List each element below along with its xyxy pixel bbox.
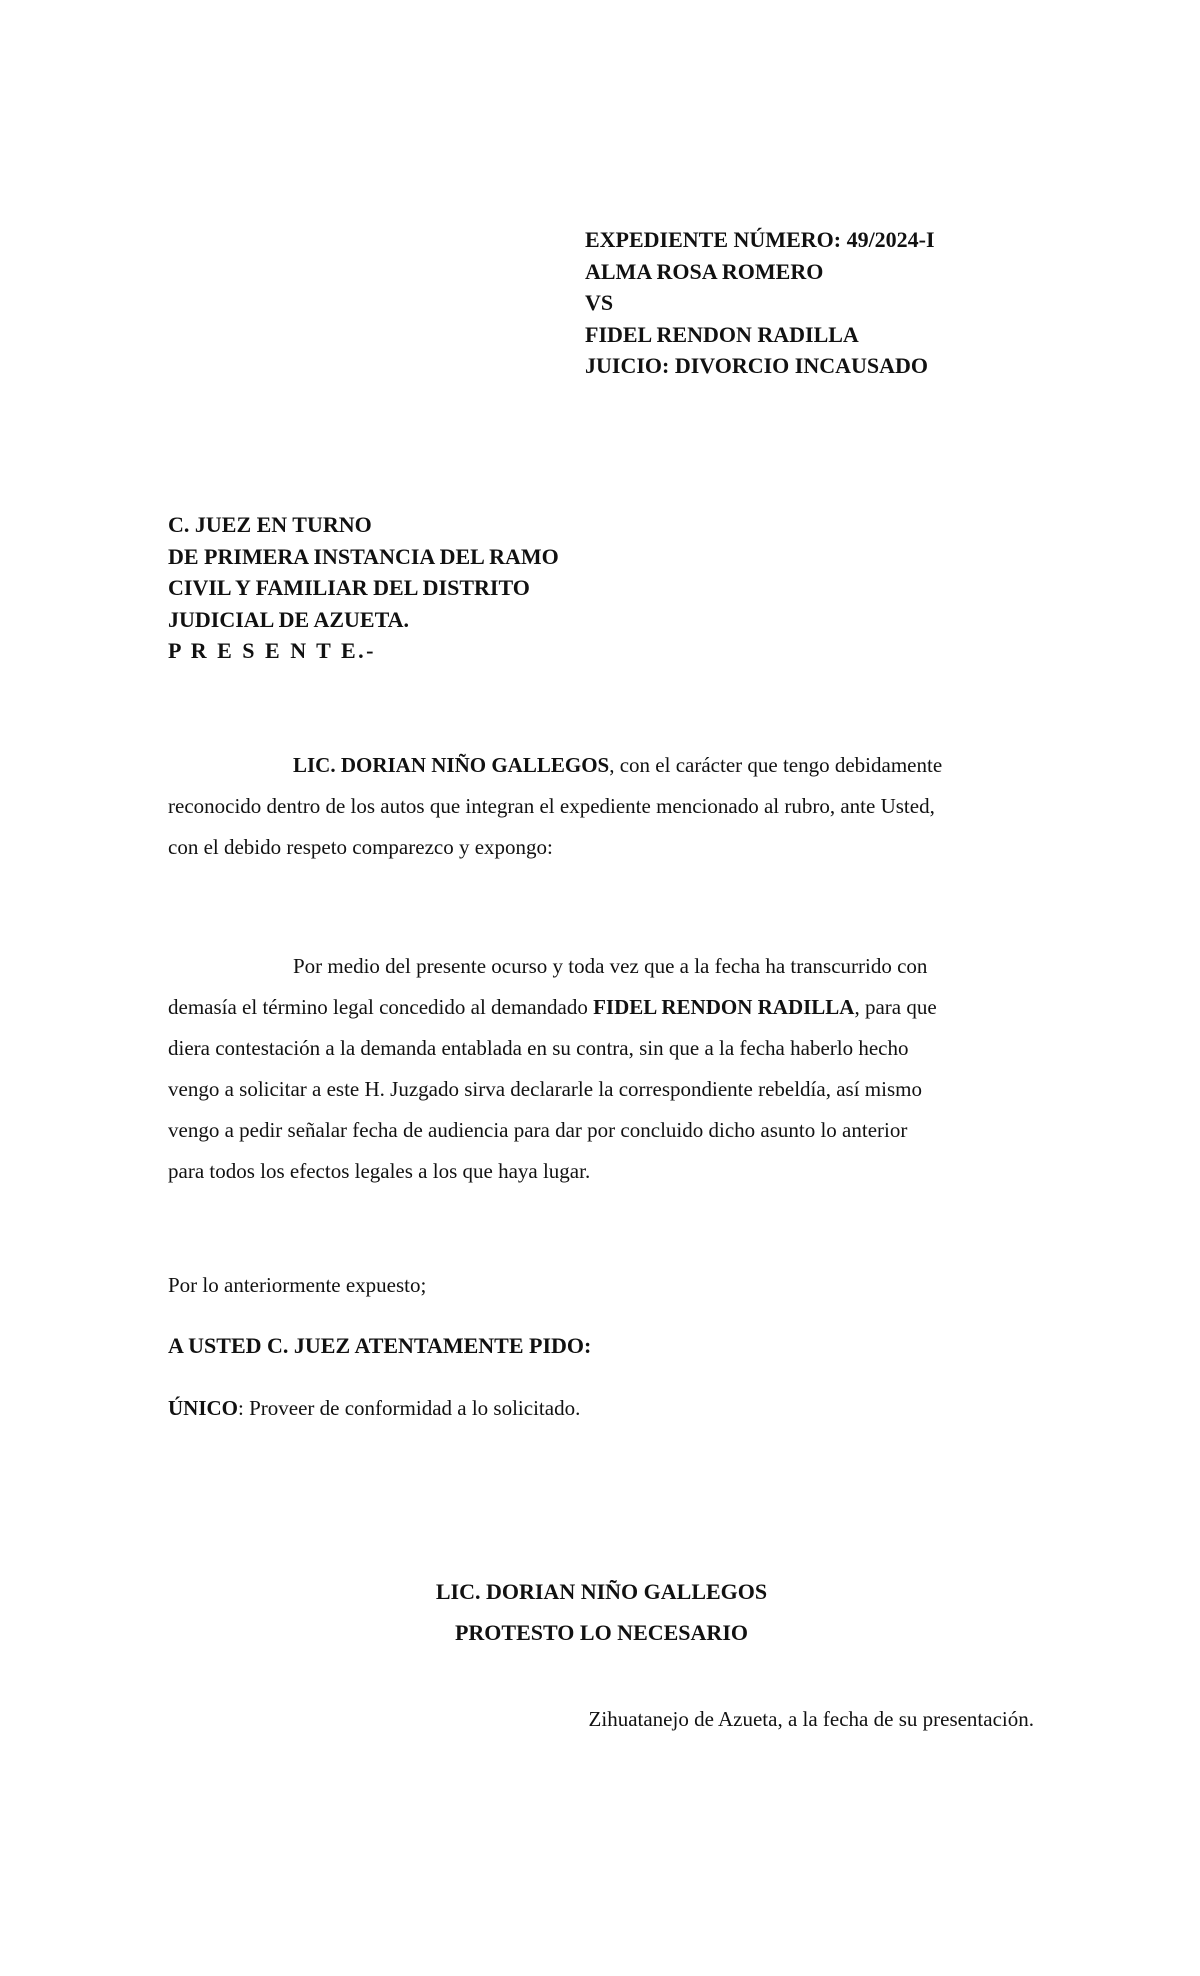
body-line: para todos los efectos legales a los que haya lugar. [168, 1159, 591, 1183]
body-line: Por medio del presente ocurso y toda vez que a la fecha ha transcurrido con [293, 954, 928, 978]
intro-line: con el debido respeto comparezco y expongo: [168, 835, 553, 859]
body-line: diera contestación a la demanda entablada en su contra, sin que a la fecha haberlo hecho [168, 1036, 909, 1060]
place-and-date: Zihuatanejo de Azueta, a la fecha de su presentación. [588, 1707, 1034, 1731]
body-line-start: demasía el término legal concedido al demandado [168, 995, 594, 1019]
intro-line [168, 745, 1038, 786]
addressee-line: JUDICIAL DE AZUETA. [168, 606, 410, 632]
lawyer-name: LIC. DORIAN NIÑO GALLEGOS [293, 753, 610, 777]
signature-protesto: PROTESTO LO NECESARIO [454, 1620, 748, 1645]
body-line: vengo a pedir señalar fecha de audiencia para dar por concluido dicho asunto lo anterior [168, 1118, 908, 1142]
unico-request [168, 1394, 580, 1422]
versus-label: VS [585, 290, 614, 315]
case-number: EXPEDIENTE NÚMERO: 49/2024-I [585, 227, 935, 252]
presente-line: P R E S E N T E.- [168, 638, 376, 663]
signature-block [0, 1571, 1200, 1653]
body-paragraph [168, 946, 1038, 1192]
addressee-line: C. JUEZ EN TURNO [168, 512, 372, 537]
intro-line: reconocido dentro de los autos que integran el expediente mencionado al rubro, ante Usted, [168, 794, 935, 818]
body-line: vengo a solicitar a este H. Juzgado sirva declararle la correspondiente rebeldía, así mismo [168, 1077, 922, 1101]
unico-text: : Proveer de conformidad a lo solicitado. [238, 1396, 581, 1420]
addressee-line: DE PRIMERA INSTANCIA DEL RAMO [168, 543, 559, 569]
trial-type: JUICIO: DIVORCIO INCAUSADO [585, 353, 929, 378]
defendant-name: FIDEL RENDON RADILLA [585, 321, 859, 347]
intro-line-rest: , con el carácter que tengo debidamente [609, 753, 943, 777]
addressee-block [168, 509, 559, 667]
signature-name: LIC. DORIAN NIÑO GALLEGOS [435, 1579, 768, 1604]
closing-expuesto: Por lo anteriormente expuesto; [168, 1273, 427, 1297]
body-line [168, 987, 1038, 1028]
body-line-end: , para que [854, 995, 937, 1019]
petition-heading: A USTED C. JUEZ ATENTAMENTE PIDO: [168, 1333, 592, 1358]
plaintiff-name: ALMA ROSA ROMERO [585, 258, 824, 284]
unico-label: ÚNICO [168, 1396, 239, 1420]
intro-paragraph [168, 745, 1038, 868]
addressee-line: CIVIL Y FAMILIAR DEL DISTRITO [168, 575, 530, 600]
case-caption [585, 224, 935, 382]
defendant-name-inline: FIDEL RENDON RADILLA [593, 995, 855, 1019]
